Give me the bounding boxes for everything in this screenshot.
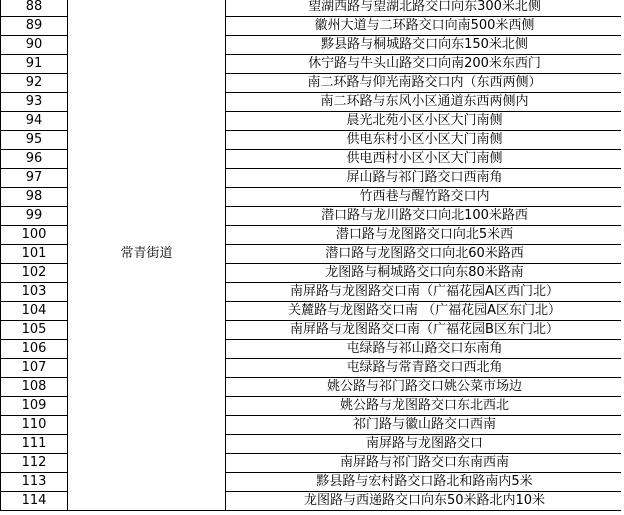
row-number-cell[interactable]: 105 [1,321,68,340]
row-number-cell[interactable]: 109 [1,397,68,416]
location-cell[interactable]: 望湖西路与望湖北路交口向东300米北侧 [226,0,624,17]
location-cell[interactable]: 南屏路与龙图路交口 [226,435,624,454]
row-number-cell[interactable]: 113 [1,473,68,492]
row-number-cell[interactable]: 101 [1,245,68,264]
location-cell[interactable]: 黟县路与桐城路交口向东150米北侧 [226,36,624,55]
row-number-cell[interactable]: 104 [1,302,68,321]
location-cell[interactable]: 徽州大道与二环路交口向南500米西侧 [226,17,624,36]
row-number-cell[interactable]: 107 [1,359,68,378]
location-cell[interactable]: 南二环路与仰光南路交口内（东西两侧） [226,74,624,93]
row-number-cell[interactable]: 93 [1,93,68,112]
location-cell[interactable]: 姚公路与龙图路交口东北西北 [226,397,624,416]
location-cell[interactable]: 屏山路与祁门路交口西南角 [226,169,624,188]
street-name-cell[interactable]: 常青街道 [68,0,226,511]
location-cell[interactable]: 屯绿路与常青路交口西北角 [226,359,624,378]
location-cell[interactable]: 龙图路与桐城路交口向东80米路南 [226,264,624,283]
row-number-cell[interactable]: 111 [1,435,68,454]
location-cell[interactable]: 潜口路与龙图路交口向北5米西 [226,226,624,245]
row-number-cell[interactable]: 98 [1,188,68,207]
row-number-cell[interactable]: 94 [1,112,68,131]
table-row [1,0,624,17]
location-cell[interactable]: 竹西巷与醒竹路交口内 [226,188,624,207]
location-cell[interactable]: 南二环路与东风小区通道东西两侧内 [226,93,624,112]
row-number-cell[interactable]: 102 [1,264,68,283]
row-number-cell[interactable]: 99 [1,207,68,226]
row-number-cell[interactable]: 90 [1,36,68,55]
row-number-cell[interactable]: 89 [1,17,68,36]
location-cell[interactable]: 晨光北苑小区小区大门南侧 [226,112,624,131]
location-cell[interactable]: 龙图路与西递路交口向东50米路北内10米 [226,492,624,511]
row-number-cell[interactable]: 106 [1,340,68,359]
location-cell[interactable]: 南屏路与祁门路交口东南西南 [226,454,624,473]
location-cell[interactable]: 潜口路与龙图路交口向北60米路西 [226,245,624,264]
row-number-cell[interactable]: 95 [1,131,68,150]
row-number-cell[interactable]: 96 [1,150,68,169]
location-cell[interactable]: 关麓路与龙图路交口南 （广福花园A区东门北） [226,302,624,321]
row-number-cell[interactable]: 112 [1,454,68,473]
row-number-cell[interactable]: 103 [1,283,68,302]
row-number-cell[interactable]: 88 [1,0,68,17]
location-cell[interactable]: 屯绿路与祁山路交口东南角 [226,340,624,359]
row-number-cell[interactable]: 110 [1,416,68,435]
location-cell[interactable]: 祁门路与徽山路交口西南 [226,416,624,435]
row-number-cell[interactable]: 91 [1,55,68,74]
location-cell[interactable]: 供电西村小区小区大门南侧 [226,150,624,169]
location-cell[interactable]: 供电东村小区小区大门南侧 [226,131,624,150]
location-cell[interactable]: 南屏路与龙图路交口南（广福花园B区东门北） [226,321,624,340]
location-cell[interactable]: 休宁路与牛头山路交口向南200米东西门 [226,55,624,74]
row-number-cell[interactable]: 100 [1,226,68,245]
row-number-cell[interactable]: 92 [1,74,68,93]
location-cell[interactable]: 潜口路与龙川路交口向北100米路西 [226,207,624,226]
row-number-cell[interactable]: 108 [1,378,68,397]
location-cell[interactable]: 姚公路与祁门路交口姚公菜市场边 [226,378,624,397]
location-cell[interactable]: 南屏路与龙图路交口南（广福花园A区西门北） [226,283,624,302]
location-cell[interactable]: 黟县路与宏村路交口路北和路南内5米 [226,473,624,492]
row-number-cell[interactable]: 97 [1,169,68,188]
row-number-cell[interactable]: 114 [1,492,68,511]
